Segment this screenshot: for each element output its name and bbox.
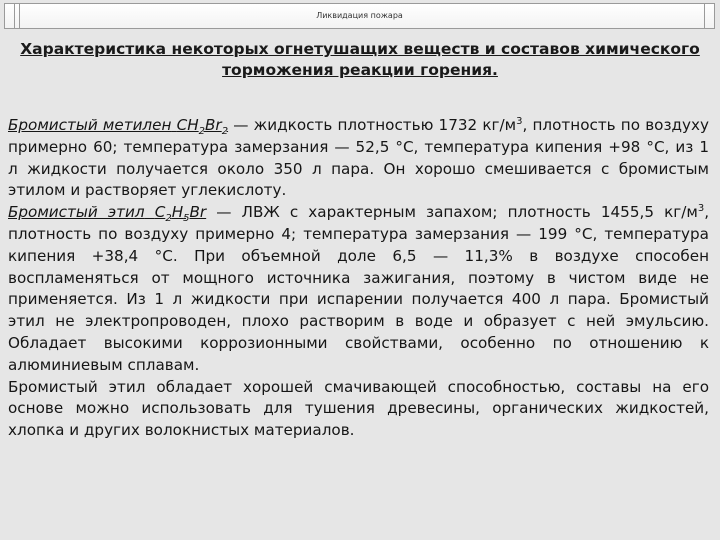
- formula-subscript: 2: [165, 213, 172, 225]
- formula-part: CH: [176, 116, 199, 134]
- term-label: Бромистый метилен: [8, 116, 172, 134]
- document-body: [8, 115, 709, 442]
- paragraph-text: , плотность по воздуху примерно 4; температура замерзания — 199 °С, температура кипения +38,4 °С. При объемной доле 6,5 — 11,3% в воздухе способен воспламеняться от мощного источника зажигания, поэтому в чистом виде не применяется. Из 1 л жидкости при испарении получается 400 л пара. Бромистый этил не электропроводен, плохо растворим в воде и образует с ней эмульсию. Обладает высокими коррозионными свойствами, особенно по отношению к алюминиевым сплавам.: [8, 203, 710, 374]
- unit-superscript: 3: [516, 115, 523, 127]
- chemical-formula: [176, 116, 229, 138]
- paragraph-ethyl-bromide: [8, 202, 709, 376]
- formula-part: C: [154, 203, 166, 222]
- paragraph-usage: Бромистый этил обладает хорошей смачивающей способностью, составы на его основе можно использовать для тушения древесины, органических жидкостей, хлопка и других волокнистых материалов.: [8, 377, 709, 440]
- slide-header-title: Ликвидация пожара: [316, 11, 403, 20]
- paragraph-text: — ЛВЖ с характерным запахом; плотность 1455,5 кг/м: [206, 203, 698, 222]
- formula-subscript: 2: [221, 126, 229, 138]
- formula-part: Br: [205, 116, 222, 134]
- term-ethyl-bromide: [8, 203, 207, 225]
- paragraph-methylene-bromide: [8, 115, 709, 202]
- page-heading: Характеристика некоторых огнетушащих веществ и составов химического торможения реакции горения.: [20, 40, 700, 79]
- formula-subscript: 5: [183, 213, 190, 225]
- formula-part: H: [171, 203, 184, 222]
- formula-subscript: 2: [198, 126, 206, 138]
- term-label: Бромистый этил: [8, 203, 145, 222]
- formula-part: Br: [189, 203, 207, 222]
- unit-superscript: 3: [697, 203, 705, 215]
- paragraph-text: — жидкость плотностью 1732 кг/м: [228, 116, 517, 134]
- slide-header-bar: [4, 3, 715, 29]
- paragraph-text: , плотность по воздуху примерно 60; температура замерзания — 52,5 °С, температура кипения +98 °С, из 1 л жидкости получается около 350 л пара. Он хорошо смешивается с бромистым этилом и растворяет углекислоту.: [8, 116, 709, 200]
- term-methylene-bromide: [8, 116, 229, 138]
- chemical-formula: [154, 203, 207, 225]
